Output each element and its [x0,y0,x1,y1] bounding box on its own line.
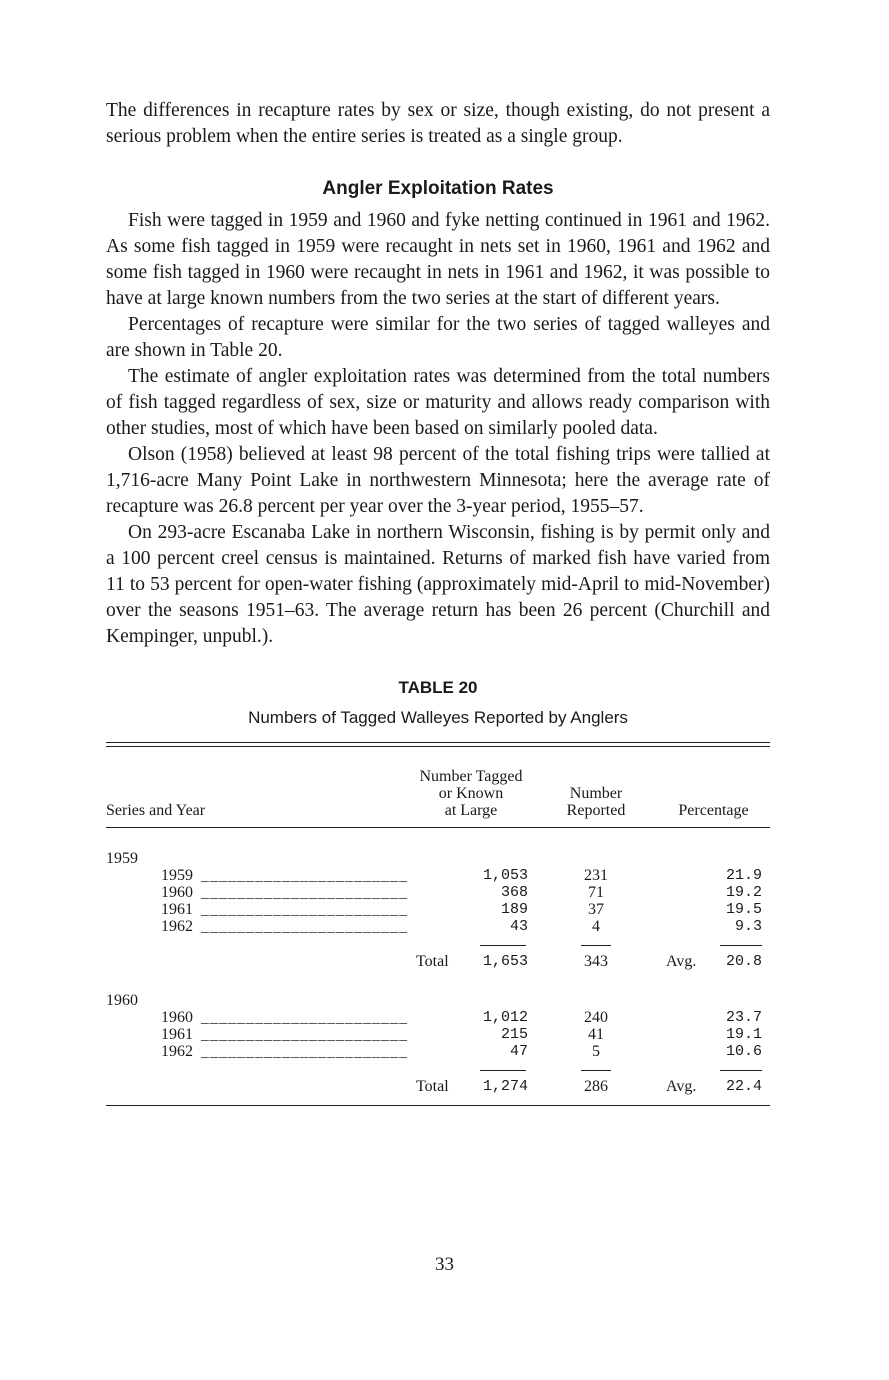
row-leader: _______________________ [201,884,408,901]
table-row [106,884,770,901]
table-title: TABLE 20 [398,678,478,697]
table-header [106,747,770,827]
subtotal-rule-percentage [720,1070,762,1071]
table-row [106,918,770,935]
subtotal-rule-reported [581,1070,611,1071]
body-paragraph-2: Percentages of recapture were similar for the two series of tagged walleyes and are shown in Table 20. [106,314,770,361]
row-year: 1962 [161,918,193,935]
row-tagged: 215 [500,1026,528,1043]
row-leader: _______________________ [201,901,408,918]
subtotal-rule-tagged [480,1070,526,1071]
row-reported: 231 [584,867,608,884]
row-leader: _______________________ [201,918,408,935]
row-year: 1959 [161,867,193,884]
row-tagged: 1,012 [482,1009,528,1026]
subtotal-rule-percentage [720,945,762,946]
total-tagged: 1,274 [482,1078,528,1095]
series-label: 1959 [106,850,138,867]
series-label: 1960 [106,992,138,1009]
table-body [106,828,770,1105]
total-label: Total [416,1078,449,1095]
row-leader: _______________________ [201,1009,408,1026]
table-row [106,867,770,884]
body-paragraph-4: Olson (1958) believed at least 98 percent of the total fishing trips were tallied at 1,716-acre Many Point Lake in northwestern Minnesota; here the average rate of recapture was 26.8 percent per year over the 3-year period, 1955–57. [106,444,770,517]
table-row [106,1026,770,1043]
table-caption: Numbers of Tagged Walleyes Reported by Anglers [248,708,628,727]
body-paragraph-5: On 293-acre Escanaba Lake in northern Wisconsin, fishing is by permit only and a 100 percent creel census is maintained. Returns of marked fish have varied from 11 to 53 percent for open-water fishing (approximately mid-April to mid-November) over the seasons 1951–63. The average return has been 26 percent (Churchill and Kempinger, unpubl.). [106,522,770,647]
row-tagged: 47 [509,1043,528,1060]
header-reported [551,785,641,819]
total-reported: 286 [584,1078,608,1095]
header-tagged [396,768,546,819]
row-leader: _______________________ [201,1026,408,1043]
header-series-label: Series and Year [106,802,206,819]
total-row [106,1078,770,1095]
row-tagged: 368 [500,884,528,901]
row-tagged: 1,053 [482,867,528,884]
header-tagged-line1: Number Tagged [419,768,523,785]
row-year: 1960 [161,1009,193,1026]
row-tagged: 189 [500,901,528,918]
avg-label: Avg. [666,953,697,970]
row-reported: 5 [592,1043,600,1060]
header-percentage [661,802,766,819]
series-label-row [106,850,770,867]
total-reported: 343 [584,953,608,970]
data-table [106,742,770,1106]
header-percentage-label: Percentage [678,802,749,819]
table-row [106,901,770,918]
row-leader: _______________________ [201,867,408,884]
row-reported: 240 [584,1009,608,1026]
row-reported: 4 [592,918,600,935]
header-reported-line1: Number [569,785,623,802]
body-paragraph-3: The estimate of angler exploitation rates was determined from the total numbers of fish tagged regardless of sex, size or maturity and allows ready comparison with other studies, most of which have been based on similarly pooled data. [106,366,770,439]
row-tagged: 43 [509,918,528,935]
subtotal-rule-reported [581,945,611,946]
row-percentage: 9.3 [734,918,762,935]
subtotal-rule-tagged [480,945,526,946]
table-row [106,1043,770,1060]
total-tagged: 1,653 [482,953,528,970]
row-percentage: 23.7 [725,1009,762,1026]
header-tagged-line3: at Large [444,802,498,819]
row-percentage: 19.1 [725,1026,762,1043]
page-content [106,98,770,1106]
subtotal-rule-row [106,1060,770,1078]
row-percentage: 19.2 [725,884,762,901]
header-tagged-line2: or Known [438,785,504,802]
avg-percentage: 22.4 [725,1078,762,1095]
row-percentage: 10.6 [725,1043,762,1060]
row-year: 1961 [161,901,193,918]
header-reported-line2: Reported [566,802,626,819]
avg-percentage: 20.8 [725,953,762,970]
row-year: 1962 [161,1043,193,1060]
row-reported: 37 [588,901,604,918]
header-series [106,802,205,819]
table-bottom-rule [106,1105,770,1106]
avg-label: Avg. [666,1078,697,1095]
row-percentage: 21.9 [725,867,762,884]
section-heading: Angler Exploitation Rates [322,178,554,199]
row-reported: 71 [588,884,604,901]
total-row [106,953,770,970]
intro-paragraph: The differences in recapture rates by sex or size, though existing, do not present a serious problem when the entire series is treated as a single group. [106,100,770,147]
row-year: 1960 [161,884,193,901]
row-year: 1961 [161,1026,193,1043]
row-reported: 41 [588,1026,604,1043]
page-number: 33 [435,1254,454,1275]
table-row [106,1009,770,1026]
body-paragraph-1: Fish were tagged in 1959 and 1960 and fyke netting continued in 1961 and 1962. As some fish tagged in 1959 were recaught in nets set in 1960, 1961 and 1962 and some fish tagged in 1960 were recaught in nets in 1961 and 1962, it was possible to have at large known numbers from the two series at the start of different years. [106,210,770,309]
series-label-row [106,992,770,1009]
row-percentage: 19.5 [725,901,762,918]
row-leader: _______________________ [201,1043,408,1060]
subtotal-rule-row [106,935,770,953]
total-label: Total [416,953,449,970]
